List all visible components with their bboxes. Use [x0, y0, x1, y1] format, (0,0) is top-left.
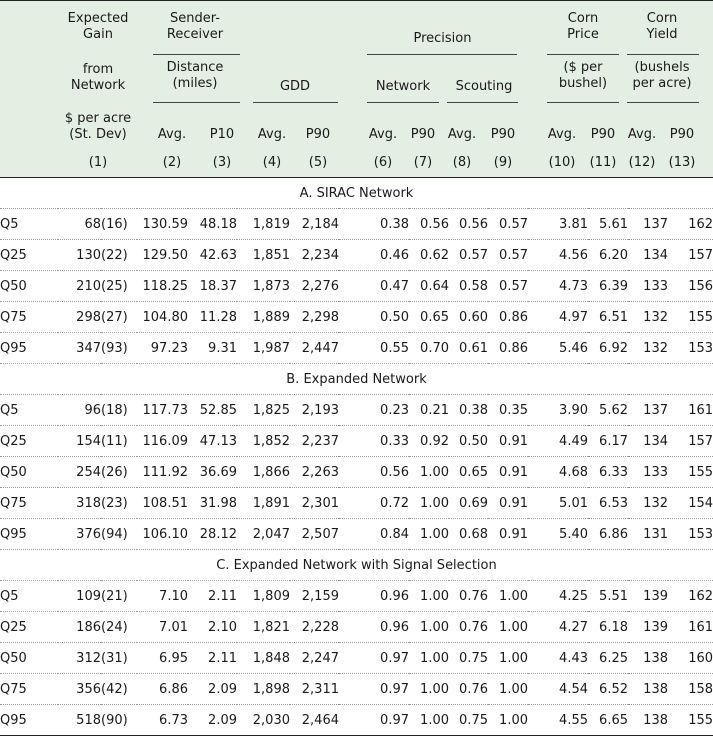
table-cell: 0.75 — [449, 705, 488, 736]
header-stat-label: Avg. — [257, 127, 287, 142]
table-row — [0, 302, 713, 333]
table-cell: 5.40 — [528, 519, 588, 550]
header-scouting: Scouting — [455, 79, 513, 94]
expected-gain-value: 186 — [58, 612, 101, 643]
table-cell: 1,852 — [237, 426, 290, 457]
table-cell: 6.73 — [137, 705, 188, 736]
table-cell: 137 — [628, 209, 668, 240]
table-cell: 2.11 — [188, 581, 237, 612]
expected-gain-value: 518 — [58, 705, 101, 736]
table-cell: 0.35 — [488, 395, 528, 426]
table-cell: 0.76 — [449, 612, 488, 643]
table-cell: 0.91 — [488, 488, 528, 519]
table-cell: 2,237 — [290, 426, 339, 457]
quantile-label: Q25 — [0, 612, 58, 643]
table-cell: 1,873 — [237, 271, 290, 302]
table-cell: 6.17 — [588, 426, 628, 457]
table-cell: 2,464 — [290, 705, 339, 736]
table-cell: 0.91 — [488, 426, 528, 457]
table-cell: 157 — [668, 240, 713, 271]
table-cell: 1.00 — [409, 457, 449, 488]
expected-gain-value: 376 — [58, 519, 101, 550]
header-col-number: (9) — [493, 155, 513, 170]
table-cell: 0.70 — [409, 333, 449, 364]
header-col-number: (6) — [373, 155, 393, 170]
table-cell: 1,866 — [237, 457, 290, 488]
section-title: B. Expanded Network — [0, 364, 713, 395]
table-cell: 0.58 — [449, 271, 488, 302]
table-cell: 134 — [628, 240, 668, 271]
table-cell: 0.61 — [449, 333, 488, 364]
header-sender-receiver: Sender- Receiver — [166, 11, 224, 42]
table-cell: 6.20 — [588, 240, 628, 271]
table-cell: 7.01 — [137, 612, 188, 643]
table-cell: 1.00 — [488, 581, 528, 612]
header-stat-label: Avg. — [547, 127, 577, 142]
table-row — [0, 457, 713, 488]
table-cell: 0.56 — [409, 209, 449, 240]
header-col-number: (7) — [413, 155, 433, 170]
table-cell: 155 — [668, 705, 713, 736]
table-cell: 2,301 — [290, 488, 339, 519]
table-cell: 48.18 — [188, 209, 237, 240]
table-row — [0, 240, 713, 271]
table-cell: 1.00 — [409, 519, 449, 550]
table-cell: 132 — [628, 488, 668, 519]
expected-gain-sd: (26) — [101, 457, 137, 488]
table-cell: 0.57 — [488, 271, 528, 302]
section-header-row — [0, 178, 713, 209]
header-expected-gain-unit: $ per acre (St. Dev) — [64, 111, 132, 142]
table-cell: 0.62 — [409, 240, 449, 271]
table-cell: 4.27 — [528, 612, 588, 643]
table-cell: 2,159 — [290, 581, 339, 612]
table-cell: 0.76 — [449, 674, 488, 705]
header-corn-price-unit: ($ per bushel) — [558, 60, 608, 91]
table-cell: 108.51 — [137, 488, 188, 519]
expected-gain-value: 254 — [58, 457, 101, 488]
header-rule — [547, 54, 619, 55]
table-cell: 132 — [628, 333, 668, 364]
table-cell: 118.25 — [137, 271, 188, 302]
table-cell: 138 — [628, 674, 668, 705]
table-cell: 0.68 — [449, 519, 488, 550]
table-cell: 155 — [668, 302, 713, 333]
table-cell: 161 — [668, 612, 713, 643]
table-row — [0, 519, 713, 550]
table-cell: 1,889 — [237, 302, 290, 333]
table-cell: 160 — [668, 643, 713, 674]
table-cell: 0.21 — [409, 395, 449, 426]
table-cell: 162 — [668, 209, 713, 240]
table-cell: 1,898 — [237, 674, 290, 705]
table-cell: 7.10 — [137, 581, 188, 612]
table-cell: 0.96 — [339, 581, 409, 612]
table-cell: 2.10 — [188, 612, 237, 643]
header-network: Network — [375, 79, 431, 94]
table-cell: 139 — [628, 581, 668, 612]
expected-gain-sd: (42) — [101, 674, 137, 705]
table-cell: 153 — [668, 519, 713, 550]
quantile-label: Q75 — [0, 674, 58, 705]
table-row — [0, 488, 713, 519]
table-cell: 0.64 — [409, 271, 449, 302]
table-cell: 0.75 — [449, 643, 488, 674]
expected-gain-sd: (31) — [101, 643, 137, 674]
table-cell: 2,047 — [237, 519, 290, 550]
expected-gain-value: 298 — [58, 302, 101, 333]
table-cell: 2,193 — [290, 395, 339, 426]
expected-gain-value: 312 — [58, 643, 101, 674]
table-cell: 18.37 — [188, 271, 237, 302]
expected-gain-value: 318 — [58, 488, 101, 519]
table-cell: 0.56 — [449, 209, 488, 240]
table-row — [0, 209, 713, 240]
table-cell: 97.23 — [137, 333, 188, 364]
table-cell: 0.69 — [449, 488, 488, 519]
table-cell: 0.91 — [488, 519, 528, 550]
quantile-label: Q75 — [0, 488, 58, 519]
expected-gain-value: 130 — [58, 240, 101, 271]
table-cell: 6.86 — [588, 519, 628, 550]
header-stat-label: P90 — [669, 127, 695, 142]
table-cell: 117.73 — [137, 395, 188, 426]
table-cell: 2,228 — [290, 612, 339, 643]
table-cell: 4.56 — [528, 240, 588, 271]
header-stat-label: Avg. — [447, 127, 477, 142]
header-rule — [253, 102, 338, 103]
table-cell: 111.92 — [137, 457, 188, 488]
quantile-label: Q50 — [0, 643, 58, 674]
table-cell: 2,184 — [290, 209, 339, 240]
table-cell: 0.86 — [488, 333, 528, 364]
table-cell: 1,809 — [237, 581, 290, 612]
table-cell: 0.38 — [449, 395, 488, 426]
table-cell: 0.56 — [339, 457, 409, 488]
header-stat-label: P10 — [209, 127, 235, 142]
table-cell: 6.65 — [588, 705, 628, 736]
table-cell: 133 — [628, 457, 668, 488]
table-cell: 6.33 — [588, 457, 628, 488]
table-cell: 1,825 — [237, 395, 290, 426]
table-cell: 4.43 — [528, 643, 588, 674]
table-cell: 2,276 — [290, 271, 339, 302]
table-cell: 0.96 — [339, 612, 409, 643]
table-body — [0, 178, 713, 736]
expected-gain-value: 96 — [58, 395, 101, 426]
table-cell: 0.97 — [339, 643, 409, 674]
header-col-number: (3) — [212, 155, 232, 170]
section-title: A. SIRAC Network — [0, 178, 713, 209]
table-cell: 11.28 — [188, 302, 237, 333]
table-cell: 0.60 — [449, 302, 488, 333]
expected-gain-sd: (93) — [101, 333, 137, 364]
table-cell: 162 — [668, 581, 713, 612]
table-cell: 52.85 — [188, 395, 237, 426]
table-cell: 1.00 — [409, 705, 449, 736]
header-stat-label: P90 — [490, 127, 516, 142]
table-cell: 2,030 — [237, 705, 290, 736]
table-cell: 6.25 — [588, 643, 628, 674]
expected-gain-sd: (11) — [101, 426, 137, 457]
header-precision: Precision — [413, 31, 472, 46]
table-cell: 0.84 — [339, 519, 409, 550]
section-title: C. Expanded Network with Signal Selection — [0, 550, 713, 581]
table-cell: 0.97 — [339, 705, 409, 736]
table-cell: 47.13 — [188, 426, 237, 457]
table-cell: 1,987 — [237, 333, 290, 364]
table-cell: 0.50 — [449, 426, 488, 457]
table-cell: 2.09 — [188, 705, 237, 736]
table-row — [0, 581, 713, 612]
expected-gain-value: 154 — [58, 426, 101, 457]
expected-gain-sd: (16) — [101, 209, 137, 240]
table-cell: 1.00 — [488, 674, 528, 705]
table-cell: 6.18 — [588, 612, 628, 643]
table-cell: 157 — [668, 426, 713, 457]
table-cell: 0.65 — [449, 457, 488, 488]
header-stat-label: P90 — [305, 127, 331, 142]
table-row — [0, 271, 713, 302]
table-cell: 0.33 — [339, 426, 409, 457]
table-cell: 1,851 — [237, 240, 290, 271]
expected-gain-value: 210 — [58, 271, 101, 302]
table-cell: 2,298 — [290, 302, 339, 333]
expected-gain-sd: (90) — [101, 705, 137, 736]
table-cell: 3.90 — [528, 395, 588, 426]
table-cell: 4.73 — [528, 271, 588, 302]
table-cell: 154 — [668, 488, 713, 519]
table-cell: 0.50 — [339, 302, 409, 333]
header-rule — [153, 102, 240, 103]
quantile-label: Q5 — [0, 395, 58, 426]
table-cell: 2,311 — [290, 674, 339, 705]
table-cell: 1.00 — [409, 612, 449, 643]
header-gdd: GDD — [279, 79, 311, 94]
header-col-number: (10) — [548, 155, 576, 170]
quantile-label: Q25 — [0, 240, 58, 271]
header-col-number: (2) — [162, 155, 182, 170]
table-cell: 5.01 — [528, 488, 588, 519]
table-cell: 2,507 — [290, 519, 339, 550]
table-cell: 6.53 — [588, 488, 628, 519]
table-cell: 6.52 — [588, 674, 628, 705]
table-cell: 36.69 — [188, 457, 237, 488]
table-cell: 1.00 — [488, 612, 528, 643]
expected-gain-sd: (94) — [101, 519, 137, 550]
header-distance: Distance (miles) — [166, 60, 224, 91]
table-cell: 1.00 — [409, 488, 449, 519]
table-cell: 0.97 — [339, 674, 409, 705]
table-cell: 4.68 — [528, 457, 588, 488]
header-corn-yield-unit: (bushels per acre) — [632, 60, 692, 91]
table-row — [0, 643, 713, 674]
table-cell: 130.59 — [137, 209, 188, 240]
header-col-number: (12) — [628, 155, 656, 170]
table-cell: 161 — [668, 395, 713, 426]
quantile-label: Q75 — [0, 302, 58, 333]
header-stat-label: P90 — [410, 127, 436, 142]
table-cell: 1,821 — [237, 612, 290, 643]
table-cell: 0.86 — [488, 302, 528, 333]
table-row — [0, 705, 713, 736]
header-col-number: (1) — [88, 155, 108, 170]
expected-gain-value: 109 — [58, 581, 101, 612]
table-cell: 0.57 — [488, 209, 528, 240]
header-rule — [447, 102, 518, 103]
table-cell: 0.65 — [409, 302, 449, 333]
header-rule — [627, 102, 699, 103]
table-cell: 42.63 — [188, 240, 237, 271]
table-cell: 1.00 — [488, 705, 528, 736]
table-cell: 0.55 — [339, 333, 409, 364]
table-cell: 1.00 — [488, 643, 528, 674]
table-cell: 2,263 — [290, 457, 339, 488]
header-rule — [627, 54, 699, 55]
table-cell: 139 — [628, 612, 668, 643]
quantile-label: Q95 — [0, 333, 58, 364]
table-cell: 2,234 — [290, 240, 339, 271]
quantile-label: Q5 — [0, 581, 58, 612]
section-header-row — [0, 364, 713, 395]
table-cell: 0.76 — [449, 581, 488, 612]
table-cell: 5.51 — [588, 581, 628, 612]
table-cell: 2.09 — [188, 674, 237, 705]
table-cell: 1,891 — [237, 488, 290, 519]
table-cell: 4.25 — [528, 581, 588, 612]
table-cell: 153 — [668, 333, 713, 364]
table-cell: 0.38 — [339, 209, 409, 240]
expected-gain-sd: (25) — [101, 271, 137, 302]
quantile-label: Q25 — [0, 426, 58, 457]
table-cell: 6.39 — [588, 271, 628, 302]
table-row — [0, 333, 713, 364]
table-cell: 132 — [628, 302, 668, 333]
table-cell: 104.80 — [137, 302, 188, 333]
quantile-label: Q95 — [0, 705, 58, 736]
table-cell: 156 — [668, 271, 713, 302]
header-expected-gain-from: from Network — [70, 62, 126, 93]
table-cell: 0.92 — [409, 426, 449, 457]
table-cell: 138 — [628, 705, 668, 736]
quantile-label: Q50 — [0, 457, 58, 488]
expected-gain-value: 68 — [58, 209, 101, 240]
table-cell: 2,247 — [290, 643, 339, 674]
section-header-row — [0, 550, 713, 581]
table-cell: 6.95 — [137, 643, 188, 674]
table-cell: 0.91 — [488, 457, 528, 488]
table-cell: 1,819 — [237, 209, 290, 240]
header-rule — [367, 102, 439, 103]
table-cell: 6.51 — [588, 302, 628, 333]
table-cell: 5.62 — [588, 395, 628, 426]
table-cell: 0.47 — [339, 271, 409, 302]
header-expected-gain: Expected Gain — [67, 11, 129, 42]
quantile-label: Q5 — [0, 209, 58, 240]
table-cell: 4.54 — [528, 674, 588, 705]
table-cell: 131 — [628, 519, 668, 550]
table-row — [0, 426, 713, 457]
table-cell: 1.00 — [409, 643, 449, 674]
table-row — [0, 674, 713, 705]
table-cell: 6.92 — [588, 333, 628, 364]
header-stat-label: P90 — [590, 127, 616, 142]
table-cell: 4.97 — [528, 302, 588, 333]
quantile-label: Q95 — [0, 519, 58, 550]
table-cell: 28.12 — [188, 519, 237, 550]
table-row — [0, 395, 713, 426]
table-cell: 4.49 — [528, 426, 588, 457]
table-cell: 137 — [628, 395, 668, 426]
table-cell: 1.00 — [409, 674, 449, 705]
table-header — [0, 0, 713, 178]
header-stat-label: Avg. — [368, 127, 398, 142]
header-corn-price: Corn Price — [567, 11, 599, 42]
table-cell: 1.00 — [409, 581, 449, 612]
expected-gain-sd: (24) — [101, 612, 137, 643]
table-row — [0, 612, 713, 643]
table-cell: 31.98 — [188, 488, 237, 519]
header-corn-yield: Corn Yield — [646, 11, 678, 42]
expected-gain-sd: (22) — [101, 240, 137, 271]
expected-gain-sd: (18) — [101, 395, 137, 426]
header-col-number: (4) — [262, 155, 282, 170]
table-cell: 2.11 — [188, 643, 237, 674]
expected-gain-value: 347 — [58, 333, 101, 364]
expected-gain-sd: (21) — [101, 581, 137, 612]
table-cell: 106.10 — [137, 519, 188, 550]
expected-gain-sd: (23) — [101, 488, 137, 519]
table-cell: 158 — [668, 674, 713, 705]
table-cell: 0.57 — [449, 240, 488, 271]
table-cell: 116.09 — [137, 426, 188, 457]
table-cell: 5.61 — [588, 209, 628, 240]
table-cell: 4.55 — [528, 705, 588, 736]
table-cell: 2,447 — [290, 333, 339, 364]
table-cell: 0.72 — [339, 488, 409, 519]
header-stat-label: Avg. — [157, 127, 187, 142]
table-cell: 0.57 — [488, 240, 528, 271]
expected-gain-value: 356 — [58, 674, 101, 705]
header-col-number: (13) — [668, 155, 696, 170]
header-rule — [153, 54, 240, 55]
table-cell: 134 — [628, 426, 668, 457]
header-col-number: (11) — [589, 155, 617, 170]
table-cell: 155 — [668, 457, 713, 488]
header-stat-label: Avg. — [627, 127, 657, 142]
table-cell: 9.31 — [188, 333, 237, 364]
quantile-label: Q50 — [0, 271, 58, 302]
table-cell: 129.50 — [137, 240, 188, 271]
header-col-number: (8) — [452, 155, 472, 170]
table-cell: 138 — [628, 643, 668, 674]
table-cell: 0.46 — [339, 240, 409, 271]
table-cell: 1,848 — [237, 643, 290, 674]
table-cell: 3.81 — [528, 209, 588, 240]
header-rule — [547, 102, 619, 103]
header-col-number: (5) — [308, 155, 328, 170]
table-cell: 0.23 — [339, 395, 409, 426]
header-rule — [367, 54, 517, 55]
table-cell: 5.46 — [528, 333, 588, 364]
expected-gain-sd: (27) — [101, 302, 137, 333]
table-cell: 6.86 — [137, 674, 188, 705]
table-cell: 133 — [628, 271, 668, 302]
